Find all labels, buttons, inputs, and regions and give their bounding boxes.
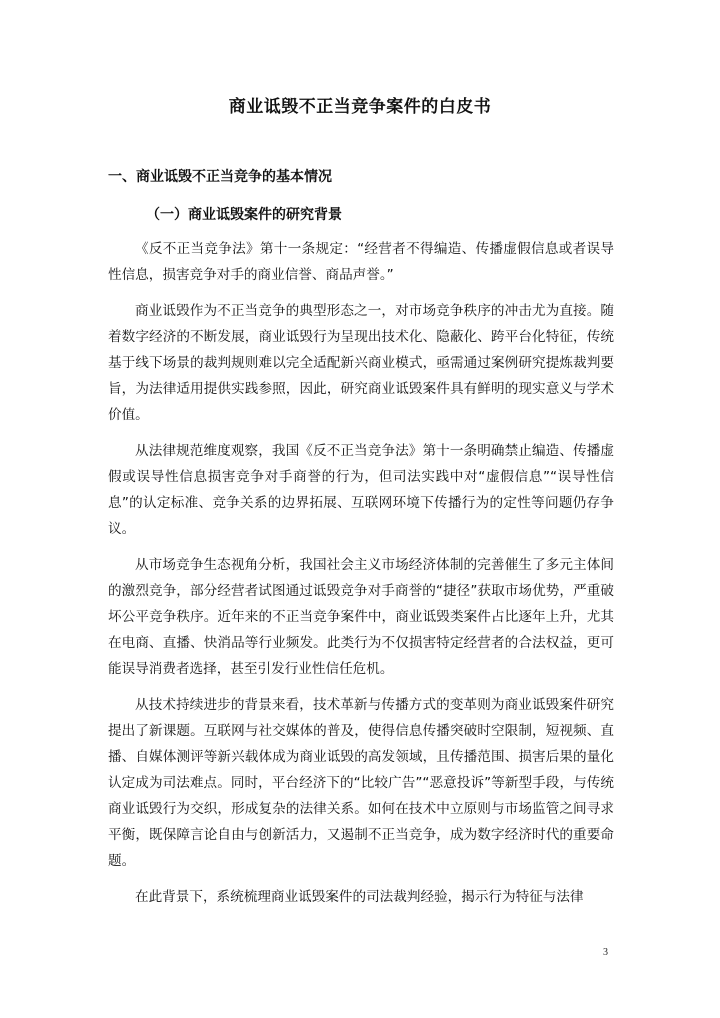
paragraph: 从技术持续进步的背景来看，技术革新与传播方式的变革则为商业诋毁案件研究提出了新课题。互联网与社交媒体的普及，使得信息传播突破时空限制，短视频、直播、自媒体测评等新兴载体成为商业诋毁的高发领域，且传播范围、损害后果的量化认定成为司法难点。同时，平台经济下的“比较广告”“恶意投诉”等新型手段，与传统商业诋毁行为交织，形成复杂的法律关系。如何在技术中立原则与市场监管之间寻求平衡，既保障言论自由与创新活力，又遏制不正当竞争，成为数字经济时代的重要命题。 [108, 697, 614, 869]
paragraph: 从市场竞争生态视角分析，我国社会主义市场经济体制的完善催生了多元主体间的激烈竞争，部分经营者试图通过诋毁竞争对手商誉的“捷径”获取市场优势，严重破坏公平竞争秩序。近年来的不正当竞争案件中，商业诋毁类案件占比逐年上升，尤其在电商、直播、快消品等行业频发。此类行为不仅损害特定经营者的合法权益，更可能误导消费者选择，甚至引发行业性信任危机。 [108, 557, 614, 677]
document-title: 商业诋毁不正当竞争案件的白皮书 [228, 97, 492, 117]
page-number: 3 [603, 947, 608, 958]
subsection-heading: （一）商业诋毁案件的研究背景 [146, 207, 342, 223]
paragraph: 在此背景下，系统梳理商业诋毁案件的司法裁判经验，揭示行为特征与法律 [135, 889, 584, 905]
section-heading: 一、商业诋毁不正当竞争的基本情况 [108, 169, 332, 185]
paragraph: 从法律规范维度观察，我国《反不正当竞争法》第十一条明确禁止编造、传播虚假或误导性信息损害竞争对手商誉的行为，但司法实践中对“虚假信息”“误导性信息”的认定标准、竞争关系的边界拓展、互联网环境下传播行为的定性等问题仍存争议。 [108, 443, 614, 537]
paragraph: 《反不正当竞争法》第十一条规定：“经营者不得编造、传播虚假信息或者误导性信息，损害竞争对手的商业信誉、商品声誉。” [108, 241, 614, 283]
paragraph: 商业诋毁作为不正当竞争的典型形态之一，对市场竞争秩序的冲击尤为直接。随着数字经济的不断发展，商业诋毁行为呈现出技术化、隐蔽化、跨平台化特征，传统基于线下场景的裁判规则难以完全适配新兴商业模式，亟需通过案例研究提炼裁判要旨，为法律适用提供实践参照，因此，研究商业诋毁案件具有鲜明的现实意义与学术价值。 [108, 303, 614, 423]
body-text [108, 236, 614, 920]
